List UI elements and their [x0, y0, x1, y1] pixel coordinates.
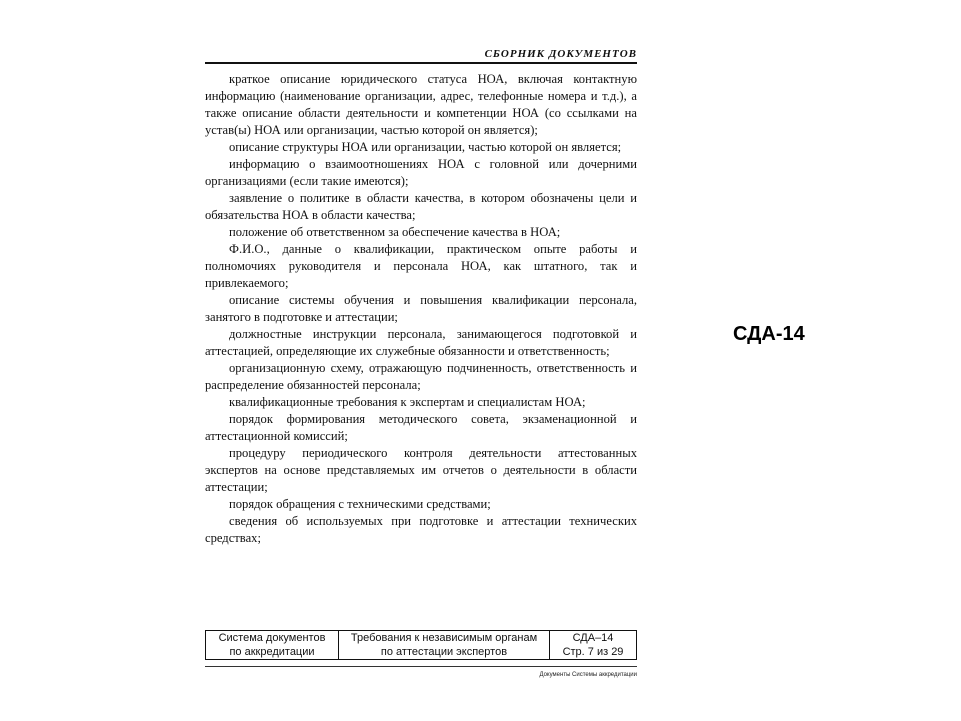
- footer-system-line2: по аккредитации: [229, 646, 315, 658]
- paragraph: информацию о взаимоотношениях НОА с головной или дочерними организациями (если такие имеются);: [205, 157, 637, 188]
- paragraph: порядок обращения с техническими средствами;: [229, 497, 491, 511]
- footer-cell-page: [550, 631, 637, 660]
- document-body: [205, 71, 637, 547]
- paragraph: порядок формирования методического совета, экзаменационной и аттестационной комиссий;: [205, 412, 637, 443]
- footer-table: [205, 630, 637, 660]
- document-page: [205, 48, 637, 688]
- paragraph: организационную схему, отражающую подчиненность, ответственность и распределение обязанностей персонала;: [205, 361, 637, 392]
- publisher-line: Документы Системы аккредитации: [539, 672, 637, 678]
- running-head: СБОРНИК ДОКУМЕНТОВ: [484, 48, 637, 60]
- footer-system-line1: Система документов: [218, 632, 326, 644]
- paragraph: описание системы обучения и повышения квалификации персонала, занятого в подготовке и аттестации;: [205, 293, 637, 324]
- paragraph: Ф.И.О., данные о квалификации, практическом опыте работы и полномочиях руководителя и персонала НОА, как штатного, так и привлекаемого;: [205, 242, 637, 290]
- paragraph: описание структуры НОА или организации, частью которой он является;: [229, 140, 622, 154]
- paragraph: заявление о политике в области качества, в котором обозначены цели и обязательства НОА в области качества;: [205, 191, 637, 222]
- header-rule: [205, 62, 637, 64]
- footer-title-line2: по аттестации экспертов: [380, 646, 508, 658]
- paragraph: краткое описание юридического статуса НОА, включая контактную информацию (наименование организации, адрес, телефонные номера и т.д.), а также описание области деятельности и компетенции НОА (со ссылками на устав(ы) НОА или организации, частью которой он является);: [205, 72, 637, 137]
- footer-rule: [205, 666, 637, 667]
- document-code-label: СДА-14: [733, 323, 805, 345]
- paragraph: квалификационные требования к экспертам и специалистам НОА;: [229, 395, 586, 409]
- footer-page-number: Стр. 7 из 29: [562, 646, 624, 658]
- paragraph: положение об ответственном за обеспечение качества в НОА;: [229, 225, 561, 239]
- footer-cell-system: [206, 631, 339, 660]
- paragraph: сведения об используемых при подготовке и аттестации технических средствах;: [205, 514, 637, 545]
- footer-cell-title: [339, 631, 550, 660]
- paragraph: должностные инструкции персонала, занимающегося подготовкой и аттестацией, определяющие их служебные обязанности и ответственность;: [205, 327, 637, 358]
- footer-code: СДА–14: [572, 632, 614, 644]
- paragraph: процедуру периодического контроля деятельности аттестованных экспертов на основе представляемых им отчетов о деятельности в области аттестации;: [205, 446, 637, 494]
- footer-title-line1: Требования к независимым органам: [350, 632, 538, 644]
